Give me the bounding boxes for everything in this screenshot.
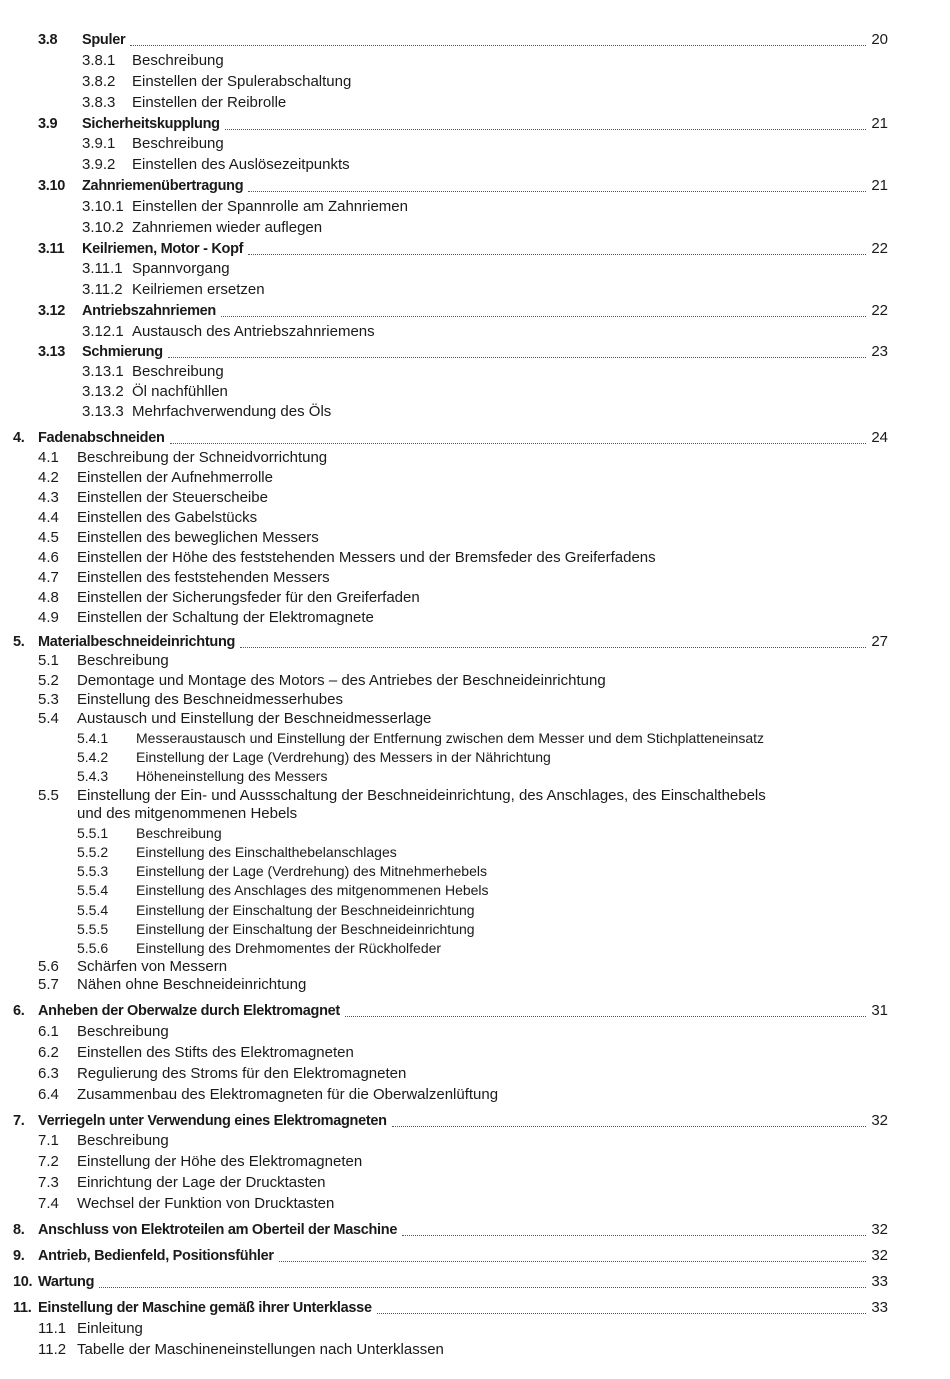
toc-entry-title: Einstellen des Auslösezeitpunkts bbox=[132, 156, 350, 173]
toc-entry bbox=[0, 342, 950, 362]
toc-entry-number: 5.5.4 bbox=[77, 902, 109, 918]
toc-entry-title: Nähen ohne Beschneideinrichtung bbox=[77, 976, 307, 993]
toc-entry-title: Einstellen der Reibrolle bbox=[132, 94, 287, 111]
toc-entry-number: 4.2 bbox=[38, 469, 59, 486]
toc-entry-page: 33 bbox=[871, 1299, 888, 1316]
toc-entry-title: Schmierung bbox=[82, 344, 163, 360]
dot-leader bbox=[99, 1287, 866, 1288]
toc-entry bbox=[0, 134, 950, 154]
dot-leader bbox=[377, 1313, 866, 1314]
toc-entry-title: Beschreibung bbox=[77, 1023, 169, 1040]
toc-entry bbox=[0, 176, 950, 196]
toc-entry bbox=[0, 280, 950, 300]
toc-entry-title: Einstellung des Anschlages des mitgenommenen Hebels bbox=[136, 882, 489, 898]
toc-entry-title: Einleitung bbox=[77, 1320, 143, 1337]
toc-entry-number: 5.7 bbox=[38, 976, 59, 993]
toc-entry-title: Zahnriemen wieder auflegen bbox=[132, 219, 323, 236]
toc-entry-number: 7.4 bbox=[38, 1195, 59, 1212]
toc-entry-title: Einstellung der Maschine gemäß ihrer Unterklasse bbox=[38, 1300, 372, 1316]
toc-entry-title: Einrichtung der Lage der Drucktasten bbox=[77, 1174, 326, 1191]
toc-entry-number: 3.10.2 bbox=[82, 219, 124, 236]
toc-entry bbox=[0, 1220, 950, 1240]
toc-entry bbox=[0, 608, 950, 628]
toc-entry-title: Demontage und Montage des Motors – des Antriebes der Beschneideinrichtung bbox=[77, 672, 606, 689]
toc-entry-title: Keilriemen ersetzen bbox=[132, 281, 265, 298]
toc-entry-number: 5.5 bbox=[38, 787, 59, 804]
toc-entry bbox=[0, 842, 950, 862]
toc-entry-title: Einstellen des beweglichen Messers bbox=[77, 529, 319, 546]
toc-entry bbox=[0, 93, 950, 113]
toc-entry-title: Schärfen von Messern bbox=[77, 958, 228, 975]
toc-entry-title: Einstellung der Lage (Verdrehung) des Messers in der Nährichtung bbox=[136, 749, 551, 765]
dot-leader bbox=[170, 443, 866, 444]
toc-entry-number: 3.8 bbox=[38, 32, 58, 48]
toc-entry-number: 4.9 bbox=[38, 609, 59, 626]
toc-entry bbox=[0, 1298, 950, 1318]
toc-entry-title: Wartung bbox=[38, 1274, 95, 1290]
toc-entry bbox=[0, 900, 950, 920]
toc-entry-title: Beschreibung bbox=[77, 1132, 169, 1149]
toc-entry bbox=[0, 766, 950, 786]
toc-entry-number: 4.5 bbox=[38, 529, 59, 546]
toc-entry-number: 4.7 bbox=[38, 569, 59, 586]
toc-entry-title: Materialbeschneideinrichtung bbox=[38, 634, 236, 650]
toc-entry bbox=[0, 322, 950, 342]
toc-entry-title: Einstellung der Höhe des Elektromagneten bbox=[77, 1153, 363, 1170]
toc-entry-title: Anheben der Oberwalze durch Elektromagnet bbox=[38, 1003, 340, 1019]
toc-entry-title: Einstellung des Beschneidmesserhubes bbox=[77, 691, 343, 708]
toc-entry-number: 5.6 bbox=[38, 958, 59, 975]
toc-entry-title: Zusammenbau des Elektromagneten für die Oberwalzenlüftung bbox=[77, 1086, 499, 1103]
toc-entry-title: Beschreibung bbox=[136, 825, 222, 841]
toc-entry-number: 4.4 bbox=[38, 509, 59, 526]
toc-entry bbox=[0, 919, 950, 939]
toc-entry bbox=[0, 1043, 950, 1063]
dot-leader bbox=[240, 647, 866, 648]
toc-entry bbox=[0, 362, 950, 382]
toc-entry-number: 3.11.1 bbox=[82, 260, 123, 277]
toc-entry-number: 3.9.1 bbox=[82, 135, 116, 152]
toc-entry-title: Einstellung der Einschaltung der Beschneideinrichtung bbox=[136, 921, 475, 937]
toc-entry-number: 5.4 bbox=[38, 710, 59, 727]
toc-entry-page: 20 bbox=[871, 31, 888, 48]
toc-entry bbox=[0, 382, 950, 402]
toc-entry-page: 21 bbox=[871, 177, 888, 194]
toc-entry-number: 9. bbox=[13, 1248, 25, 1264]
toc-entry-title: Einstellen der Schaltung der Elektromagnete bbox=[77, 609, 374, 626]
toc-entry bbox=[0, 709, 950, 729]
toc-entry bbox=[0, 1340, 950, 1360]
toc-entry-title: Einstellen der Spulerabschaltung bbox=[132, 73, 352, 90]
toc-entry-number: 3.10 bbox=[38, 178, 66, 194]
toc-entry-number: 3.13.3 bbox=[82, 403, 124, 420]
toc-entry-number: 3.9 bbox=[38, 116, 58, 132]
toc-entry-title: Einstellen der Höhe des feststehenden Messers und der Bremsfeder des Greiferfadens bbox=[77, 549, 656, 566]
toc-entry-number: 7.3 bbox=[38, 1174, 59, 1191]
toc-entry-number: 4. bbox=[13, 430, 25, 446]
toc-entry bbox=[0, 259, 950, 279]
toc-entry bbox=[0, 747, 950, 767]
toc-entry-title: Einstellung der Ein- und Aussschaltung der Beschneideinrichtung, des Anschlages, des Einschalthebels bbox=[77, 787, 766, 804]
toc-entry-page: 33 bbox=[871, 1273, 888, 1290]
toc-entry-title: Spuler bbox=[82, 32, 126, 48]
toc-entry-number: 5.2 bbox=[38, 672, 59, 689]
dot-leader bbox=[168, 357, 866, 358]
toc-entry-title: Austausch des Antriebszahnriemens bbox=[132, 323, 375, 340]
toc-entry-number: 6. bbox=[13, 1003, 25, 1019]
toc-entry-title: Beschreibung bbox=[132, 52, 224, 69]
toc-entry-number: 6.4 bbox=[38, 1086, 59, 1103]
toc-entry-title: Antrieb, Bedienfeld, Positionsfühler bbox=[38, 1248, 274, 1264]
dot-leader bbox=[402, 1235, 866, 1236]
toc-entry bbox=[0, 548, 950, 568]
toc-entry bbox=[0, 651, 950, 671]
toc-entry bbox=[0, 528, 950, 548]
toc-entry-title: Beschreibung bbox=[132, 135, 224, 152]
toc-entry-title: Einstellung des Drehmomentes der Rückholfeder bbox=[136, 940, 442, 956]
dot-leader bbox=[345, 1016, 866, 1017]
toc-entry bbox=[0, 880, 950, 900]
dot-leader bbox=[225, 129, 866, 130]
toc-entry bbox=[0, 155, 950, 175]
toc-entry-number: 10. bbox=[13, 1274, 33, 1290]
toc-entry-number: 8. bbox=[13, 1222, 25, 1238]
toc-entry-number: 5.5.5 bbox=[77, 921, 109, 937]
toc-entry bbox=[0, 671, 950, 691]
toc-entry-title: Einstellen der Sicherungsfeder für den Greiferfaden bbox=[77, 589, 420, 606]
toc-entry-title: Spannvorgang bbox=[132, 260, 230, 277]
toc-entry-title: Regulierung des Stroms für den Elektromagneten bbox=[77, 1065, 407, 1082]
toc-entry bbox=[0, 1246, 950, 1266]
toc-entry-title: Einstellen des Gabelstücks bbox=[77, 509, 258, 526]
toc-entry-page: 21 bbox=[871, 115, 888, 132]
toc-entry-number: 5.1 bbox=[38, 652, 59, 669]
toc-entry-number: 7.2 bbox=[38, 1153, 59, 1170]
toc-entry-title: Messeraustausch und Einstellung der Entfernung zwischen dem Messer und dem Stichplatteneinsatz bbox=[136, 730, 765, 746]
toc-entry-number: 5.5.6 bbox=[77, 940, 109, 956]
toc-entry bbox=[0, 632, 950, 652]
toc-entry bbox=[0, 1272, 950, 1292]
toc-entry-page: 32 bbox=[871, 1221, 888, 1238]
toc-entry bbox=[0, 957, 950, 977]
toc-entry-title: Keilriemen, Motor - Kopf bbox=[82, 241, 244, 257]
toc-entry-number: 4.6 bbox=[38, 549, 59, 566]
toc-entry bbox=[0, 690, 950, 710]
toc-entry-number: 11.2 bbox=[38, 1341, 67, 1358]
toc-entry-number: 6.1 bbox=[38, 1023, 59, 1040]
toc-entry-title: Einstellen der Steuerscheibe bbox=[77, 489, 268, 506]
toc-entry bbox=[0, 1085, 950, 1105]
toc-entry bbox=[0, 239, 950, 259]
toc-entry bbox=[0, 861, 950, 881]
toc-entry bbox=[0, 448, 950, 468]
toc-entry bbox=[0, 786, 950, 806]
toc-entry-title: Antriebszahnriemen bbox=[82, 303, 216, 319]
toc-entry-page: 31 bbox=[871, 1002, 888, 1019]
dot-leader bbox=[248, 254, 866, 255]
toc-entry-title: und des mitgenommenen Hebels bbox=[77, 805, 298, 822]
toc-entry bbox=[0, 823, 950, 843]
toc-entry-title: Beschreibung der Schneidvorrichtung bbox=[77, 449, 328, 466]
toc-entry-page: 32 bbox=[871, 1112, 888, 1129]
toc-entry-title: Verriegeln unter Verwendung eines Elektromagneten bbox=[38, 1113, 387, 1129]
toc-entry-number: 3.11.2 bbox=[82, 281, 123, 298]
toc-entry bbox=[0, 51, 950, 71]
toc-entry bbox=[0, 975, 950, 995]
toc-entry bbox=[0, 1319, 950, 1339]
toc-entry bbox=[0, 1152, 950, 1172]
toc-entry-title: Einstellen der Aufnehmerrolle bbox=[77, 469, 273, 486]
toc-entry-title: Einstellen des feststehenden Messers bbox=[77, 569, 330, 586]
toc-entry-number: 5.5.1 bbox=[77, 825, 109, 841]
toc-entry bbox=[0, 1001, 950, 1021]
toc-entry bbox=[0, 30, 950, 50]
toc-entry-title: Beschreibung bbox=[132, 363, 224, 380]
toc-entry-title: Einstellen der Spannrolle am Zahnriemen bbox=[132, 198, 408, 215]
toc-entry-number: 6.3 bbox=[38, 1065, 59, 1082]
toc-entry-title: Öl nachfühllen bbox=[132, 383, 228, 400]
toc-entry-number: 4.8 bbox=[38, 589, 59, 606]
toc-entry-number: 3.13.2 bbox=[82, 383, 124, 400]
toc-entry-number: 3.10.1 bbox=[82, 198, 124, 215]
toc-entry-number: 4.1 bbox=[38, 449, 59, 466]
toc-entry-number: 3.8.1 bbox=[82, 52, 116, 69]
toc-entry-number: 3.8.3 bbox=[82, 94, 116, 111]
toc-entry-number: 3.9.2 bbox=[82, 156, 116, 173]
toc-entry bbox=[0, 114, 950, 134]
toc-entry-number: 3.13.1 bbox=[82, 363, 124, 380]
toc-entry-number: 4.3 bbox=[38, 489, 59, 506]
toc-entry-title: Einstellung der Einschaltung der Beschneideinrichtung bbox=[136, 902, 475, 918]
toc-entry bbox=[0, 1111, 950, 1131]
toc-entry bbox=[0, 1131, 950, 1151]
toc-entry bbox=[0, 468, 950, 488]
toc-entry-number: 5.3 bbox=[38, 691, 59, 708]
toc-entry bbox=[0, 568, 950, 588]
toc-entry-title: Austausch und Einstellung der Beschneidmesserlage bbox=[77, 710, 432, 727]
toc-entry-number: 5.5.2 bbox=[77, 844, 109, 860]
toc-entry bbox=[0, 301, 950, 321]
dot-leader bbox=[392, 1126, 866, 1127]
toc-entry bbox=[0, 428, 950, 448]
toc-entry-title: Einstellung der Lage (Verdrehung) des Mitnehmerhebels bbox=[136, 863, 487, 879]
toc-entry-title: Zahnriemenübertragung bbox=[82, 178, 244, 194]
toc-entry-page: 24 bbox=[871, 429, 888, 446]
dot-leader bbox=[248, 191, 866, 192]
toc-entry-number: 3.11 bbox=[38, 241, 65, 257]
toc-entry bbox=[0, 804, 950, 824]
toc-entry-number: 3.13 bbox=[38, 344, 66, 360]
toc-entry-title: Anschluss von Elektroteilen am Oberteil der Maschine bbox=[38, 1222, 398, 1238]
toc-entry bbox=[0, 728, 950, 748]
toc-entry-title: Beschreibung bbox=[77, 652, 169, 669]
toc-entry-number: 5.4.1 bbox=[77, 730, 109, 746]
toc-entry bbox=[0, 402, 950, 422]
toc-entry-title: Sicherheitskupplung bbox=[82, 116, 220, 132]
toc-entry-number: 7. bbox=[13, 1113, 25, 1129]
toc-entry-number: 5. bbox=[13, 634, 25, 650]
toc-entry-number: 11. bbox=[13, 1300, 32, 1316]
toc-entry-title: Mehrfachverwendung des Öls bbox=[132, 403, 332, 420]
toc-entry-page: 22 bbox=[871, 302, 888, 319]
toc-entry bbox=[0, 1022, 950, 1042]
toc-entry-number: 3.12.1 bbox=[82, 323, 124, 340]
toc-entry-number: 6.2 bbox=[38, 1044, 59, 1061]
toc-entry-number: 3.8.2 bbox=[82, 73, 116, 90]
toc-entry-title: Wechsel der Funktion von Drucktasten bbox=[77, 1195, 335, 1212]
toc-entry-title: Einstellung des Einschalthebelanschlages bbox=[136, 844, 397, 860]
toc-entry-number: 3.12 bbox=[38, 303, 66, 319]
toc-entry bbox=[0, 938, 950, 958]
dot-leader bbox=[279, 1261, 866, 1262]
toc-entry-page: 32 bbox=[871, 1247, 888, 1264]
toc-entry-number: 5.4.2 bbox=[77, 749, 109, 765]
toc-entry-number: 7.1 bbox=[38, 1132, 59, 1149]
toc-entry bbox=[0, 197, 950, 217]
toc-entry-number: 5.4.3 bbox=[77, 768, 109, 784]
toc-entry-number: 11.1 bbox=[38, 1320, 67, 1337]
toc-entry bbox=[0, 1194, 950, 1214]
toc-entry bbox=[0, 508, 950, 528]
toc-entry bbox=[0, 72, 950, 92]
toc-entry bbox=[0, 218, 950, 238]
toc-entry-title: Einstellen des Stifts des Elektromagneten bbox=[77, 1044, 354, 1061]
toc-entry-number: 5.5.4 bbox=[77, 882, 109, 898]
toc-entry-page: 23 bbox=[871, 343, 888, 360]
toc-entry bbox=[0, 488, 950, 508]
toc-entry bbox=[0, 588, 950, 608]
toc-entry bbox=[0, 1173, 950, 1193]
toc-entry-number: 5.5.3 bbox=[77, 863, 109, 879]
toc-entry-title: Tabelle der Maschineneinstellungen nach Unterklassen bbox=[77, 1341, 444, 1358]
toc-entry-title: Fadenabschneiden bbox=[38, 430, 165, 446]
toc-entry-page: 27 bbox=[871, 633, 888, 650]
toc-entry-title: Höheneinstellung des Messers bbox=[136, 768, 328, 784]
dot-leader bbox=[130, 45, 866, 46]
toc-entry-page: 22 bbox=[871, 240, 888, 257]
dot-leader bbox=[221, 316, 866, 317]
toc-entry bbox=[0, 1064, 950, 1084]
